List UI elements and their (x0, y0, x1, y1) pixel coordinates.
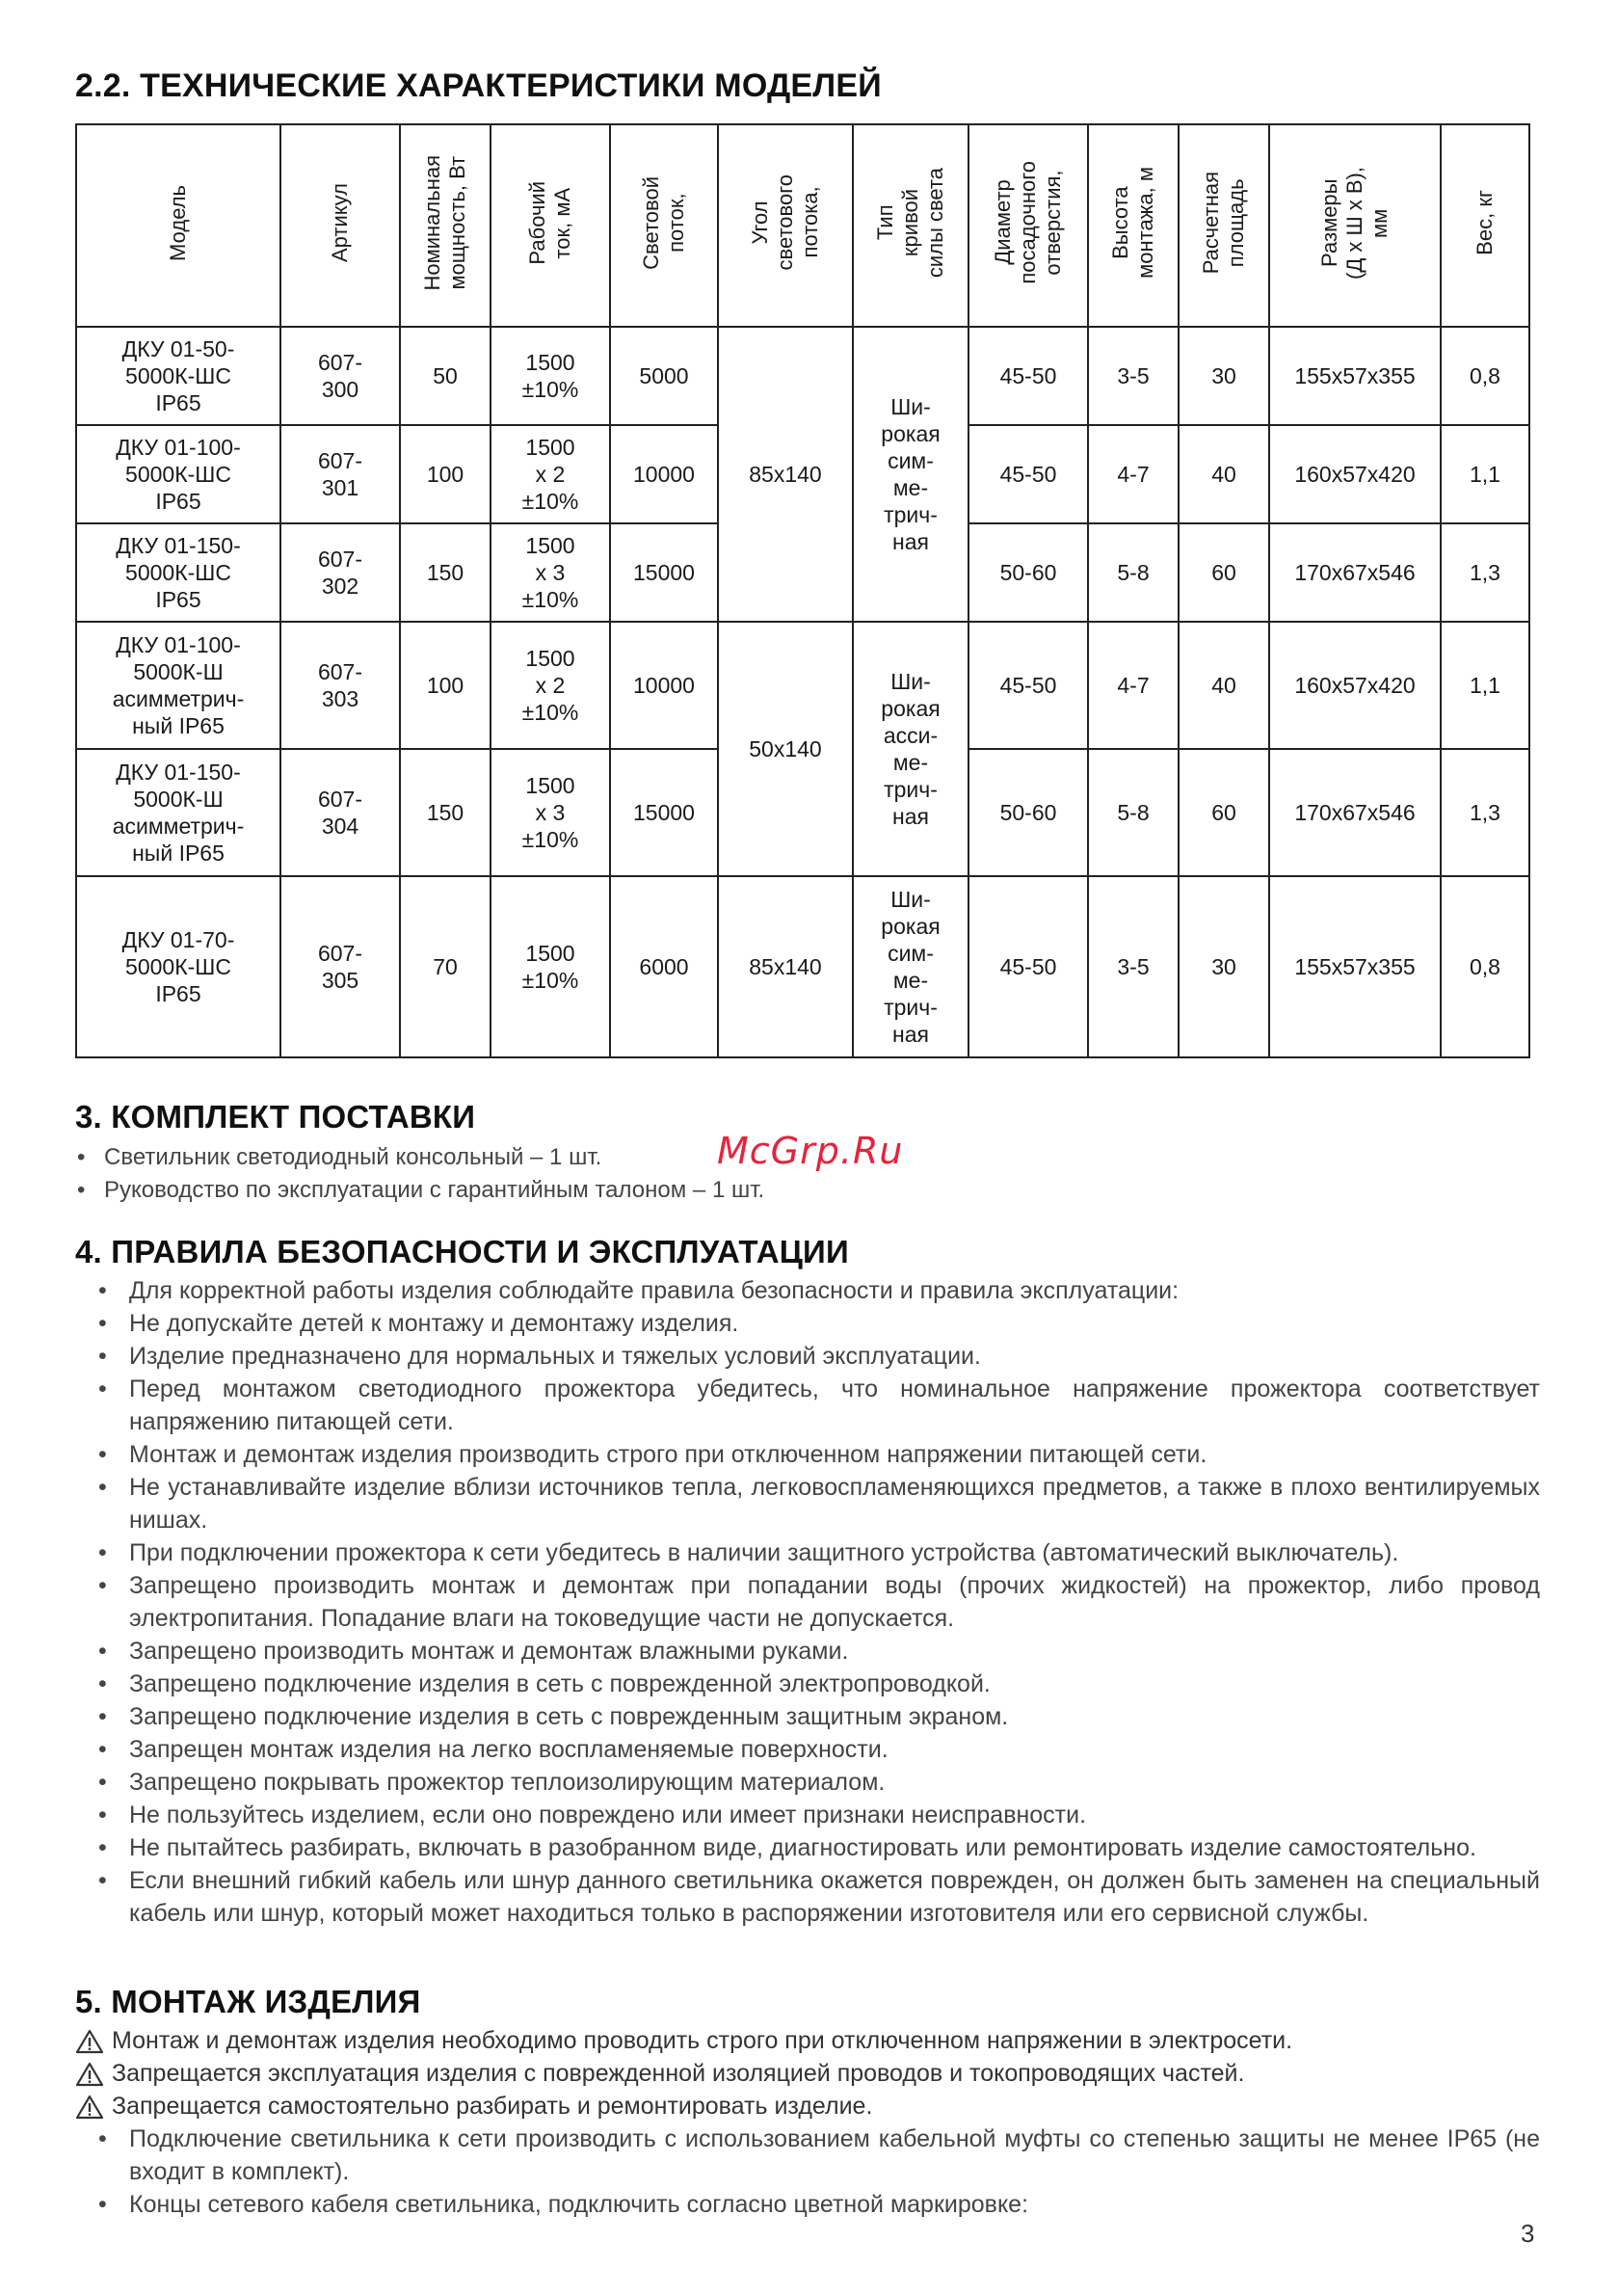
watermark: McGrp.Ru (717, 1130, 904, 1172)
list-item: • Концы сетевого кабеля светильника, подключить согласно цветной маркировке: (75, 2188, 1540, 2221)
cell-power: 50 (400, 327, 491, 425)
list-item: • Запрещено подключение изделия в сеть с поврежденной электропроводкой. (75, 1668, 1540, 1700)
cell-current: 1500 ±10% (491, 327, 610, 425)
cell-current: 1500 х 3 ±10% (491, 523, 610, 622)
cell-article: 607- 300 (280, 327, 400, 425)
cell-current: 1500 х 2 ±10% (491, 425, 610, 523)
cell-current: 1500 х 3 ±10% (491, 749, 610, 876)
list-item: • Не устанавливайте изделие вблизи источников тепла, легковоспламеняющихся предметов, а также в плохо вентилируемых нишах. (75, 1471, 1540, 1536)
cell-current: 1500 х 2 ±10% (491, 622, 610, 749)
safety-list (75, 1274, 1540, 1930)
table-header-row (76, 124, 1529, 327)
cell-model: ДКУ 01-50- 5000К-ШС IP65 (76, 327, 280, 425)
cell-diameter: 45-50 (968, 622, 1088, 749)
cell-area: 40 (1179, 622, 1269, 749)
warning-line (75, 2057, 1540, 2090)
cell-article: 607- 302 (280, 523, 400, 622)
cell-article: 607- 304 (280, 749, 400, 876)
list-item: • Запрещен монтаж изделия на легко воспламеняемые поверхности. (75, 1733, 1540, 1766)
cell-curve: Ши- рокая сим- ме- трич- ная (853, 876, 968, 1057)
warning-text: Запрещается эксплуатация изделия с поврежденной изоляцией проводов и токопроводящих частей. (112, 2060, 1245, 2087)
cell-diameter: 50-60 (968, 523, 1088, 622)
col-header: Световой поток, (610, 124, 718, 327)
cell-flux: 10000 (610, 622, 718, 749)
cell-diameter: 45-50 (968, 327, 1088, 425)
cell-size: 170х67х546 (1269, 523, 1441, 622)
col-header: Тип кривой силы света (853, 124, 968, 327)
cell-height: 3-5 (1088, 876, 1179, 1057)
cell-article: 607- 301 (280, 425, 400, 523)
list-item: • Запрещено подключение изделия в сеть с поврежденным защитным экраном. (75, 1700, 1540, 1733)
table-row (76, 622, 1529, 749)
section-title-mount: 5. МОНТАЖ ИЗДЕЛИЯ (75, 1984, 421, 2019)
warning-icon (75, 2029, 104, 2054)
cell-angle: 50х140 (718, 622, 853, 876)
warning-text: Запрещается самостоятельно разбирать и ремонтировать изделие. (112, 2093, 873, 2120)
cell-area: 40 (1179, 425, 1269, 523)
cell-diameter: 45-50 (968, 876, 1088, 1057)
cell-weight: 1,1 (1441, 425, 1529, 523)
cell-size: 160х57х420 (1269, 622, 1441, 749)
cell-height: 5-8 (1088, 749, 1179, 876)
cell-weight: 0,8 (1441, 327, 1529, 425)
warning-text: Монтаж и демонтаж изделия необходимо проводить строго при отключенном напряжении в электросети. (112, 2027, 1293, 2054)
cell-area: 60 (1179, 749, 1269, 876)
cell-power: 150 (400, 523, 491, 622)
cell-diameter: 50-60 (968, 749, 1088, 876)
col-header: Модель (76, 124, 280, 327)
section-title-delivery: 3. КОМПЛЕКТ ПОСТАВКИ (75, 1099, 476, 1135)
list-item: • Перед монтажом светодиодного прожектора убедитесь, что номинальное напряжение прожектора соответствует напряжению питающей сети. (75, 1373, 1540, 1438)
warning-line (75, 2024, 1540, 2057)
cell-area: 30 (1179, 876, 1269, 1057)
list-item: • Подключение светильника к сети производить с использованием кабельной муфты со степенью защиты не менее IP65 (не входит в комплект). (75, 2122, 1540, 2188)
cell-weight: 1,3 (1441, 749, 1529, 876)
section-title-specs: 2.2. ТЕХНИЧЕСКИЕ ХАРАКТЕРИСТИКИ МОДЕЛЕЙ (75, 67, 882, 104)
cell-flux: 5000 (610, 327, 718, 425)
list-item: • Монтаж и демонтаж изделия производить строго при отключенном напряжении питающей сети. (75, 1438, 1540, 1471)
col-header: Номинальная мощность, Вт (400, 124, 491, 327)
cell-weight: 0,8 (1441, 876, 1529, 1057)
cell-size: 155х57х355 (1269, 876, 1441, 1057)
cell-current: 1500 ±10% (491, 876, 610, 1057)
cell-angle: 85х140 (718, 876, 853, 1057)
cell-size: 160х57х420 (1269, 425, 1441, 523)
col-header: Вес, кг (1441, 124, 1529, 327)
cell-height: 4-7 (1088, 622, 1179, 749)
list-item: • Запрещено покрывать прожектор теплоизолирующим материалом. (75, 1766, 1540, 1799)
warning-line (75, 2090, 1540, 2122)
cell-power: 100 (400, 425, 491, 523)
list-item: • Для корректной работы изделия соблюдайте правила безопасности и правила эксплуатации: (75, 1274, 1540, 1307)
list-item: • Запрещено производить монтаж и демонтаж при попадании воды (прочих жидкостей) на прожектор, либо провод электропитания. Попадание влаги на токоведущие части не допускается. (75, 1569, 1540, 1635)
cell-curve: Ши- рокая сим- ме- трич- ная (853, 327, 968, 622)
cell-angle: 85х140 (718, 327, 853, 622)
section-safety (75, 1234, 1540, 1930)
list-item: • Не допускайте детей к монтажу и демонтажу изделия. (75, 1307, 1540, 1340)
cell-model: ДКУ 01-100- 5000К-ШС IP65 (76, 425, 280, 523)
cell-weight: 1,1 (1441, 622, 1529, 749)
cell-flux: 10000 (610, 425, 718, 523)
list-item: • При подключении прожектора к сети убедитесь в наличии защитного устройства (автоматический выключатель). (75, 1536, 1540, 1569)
col-header: Артикул (280, 124, 400, 327)
list-item: • Если внешний гибкий кабель или шнур данного светильника окажется поврежден, он должен быть заменен на специальный кабель или шнур, который может находиться только в распоряжении изготовителя или его сервисной службы. (75, 1864, 1540, 1930)
mount-list (75, 2122, 1540, 2221)
cell-height: 4-7 (1088, 425, 1179, 523)
table-row (76, 876, 1529, 1057)
col-header: Диаметр посадочного отверстия, (968, 124, 1088, 327)
list-item: • Изделие предназначено для нормальных и тяжелых условий эксплуатации. (75, 1340, 1540, 1373)
warning-icon (75, 2062, 104, 2087)
cell-area: 60 (1179, 523, 1269, 622)
cell-diameter: 45-50 (968, 425, 1088, 523)
cell-size: 170х67х546 (1269, 749, 1441, 876)
cell-power: 70 (400, 876, 491, 1057)
cell-power: 100 (400, 622, 491, 749)
cell-weight: 1,3 (1441, 523, 1529, 622)
col-header: Высота монтажа, м (1088, 124, 1179, 327)
section-title-safety: 4. ПРАВИЛА БЕЗОПАСНОСТИ И ЭКСПЛУАТАЦИИ (75, 1234, 849, 1269)
col-header: Угол светового потока, (718, 124, 853, 327)
list-item: • Руководство по эксплуатации с гарантийным талоном – 1 шт. (75, 1174, 1540, 1207)
table-row (76, 327, 1529, 425)
cell-article: 607- 303 (280, 622, 400, 749)
list-item: • Не пользуйтесь изделием, если оно повреждено или имеет признаки неисправности. (75, 1799, 1540, 1831)
col-header: Расчетная площадь (1179, 124, 1269, 327)
specs-table (75, 123, 1530, 1058)
warning-icon (75, 2095, 104, 2120)
cell-flux: 15000 (610, 749, 718, 876)
cell-flux: 15000 (610, 523, 718, 622)
cell-height: 3-5 (1088, 327, 1179, 425)
cell-article: 607- 305 (280, 876, 400, 1057)
cell-model: ДКУ 01-150- 5000К-Ш асимметрич- ный IP65 (76, 749, 280, 876)
list-item: • Не пытайтесь разбирать, включать в разобранном виде, диагностировать или ремонтировать изделие самостоятельно. (75, 1831, 1540, 1864)
cell-model: ДКУ 01-70- 5000К-ШС IP65 (76, 876, 280, 1057)
section-mount (75, 1984, 1540, 2221)
cell-model: ДКУ 01-150- 5000К-ШС IP65 (76, 523, 280, 622)
page-number: 3 (1521, 2219, 1535, 2248)
cell-area: 30 (1179, 327, 1269, 425)
list-item: • Светильник светодиодный консольный – 1 шт. (75, 1141, 1540, 1174)
col-header: Размеры (Д х Ш х В), мм (1269, 124, 1441, 327)
cell-power: 150 (400, 749, 491, 876)
cell-height: 5-8 (1088, 523, 1179, 622)
list-item: • Запрещено производить монтаж и демонтаж влажными руками. (75, 1635, 1540, 1668)
cell-flux: 6000 (610, 876, 718, 1057)
cell-curve: Ши- рокая асси- ме- трич- ная (853, 622, 968, 876)
cell-model: ДКУ 01-100- 5000К-Ш асимметрич- ный IP65 (76, 622, 280, 749)
cell-size: 155х57х355 (1269, 327, 1441, 425)
col-header: Рабочий ток, мА (491, 124, 610, 327)
